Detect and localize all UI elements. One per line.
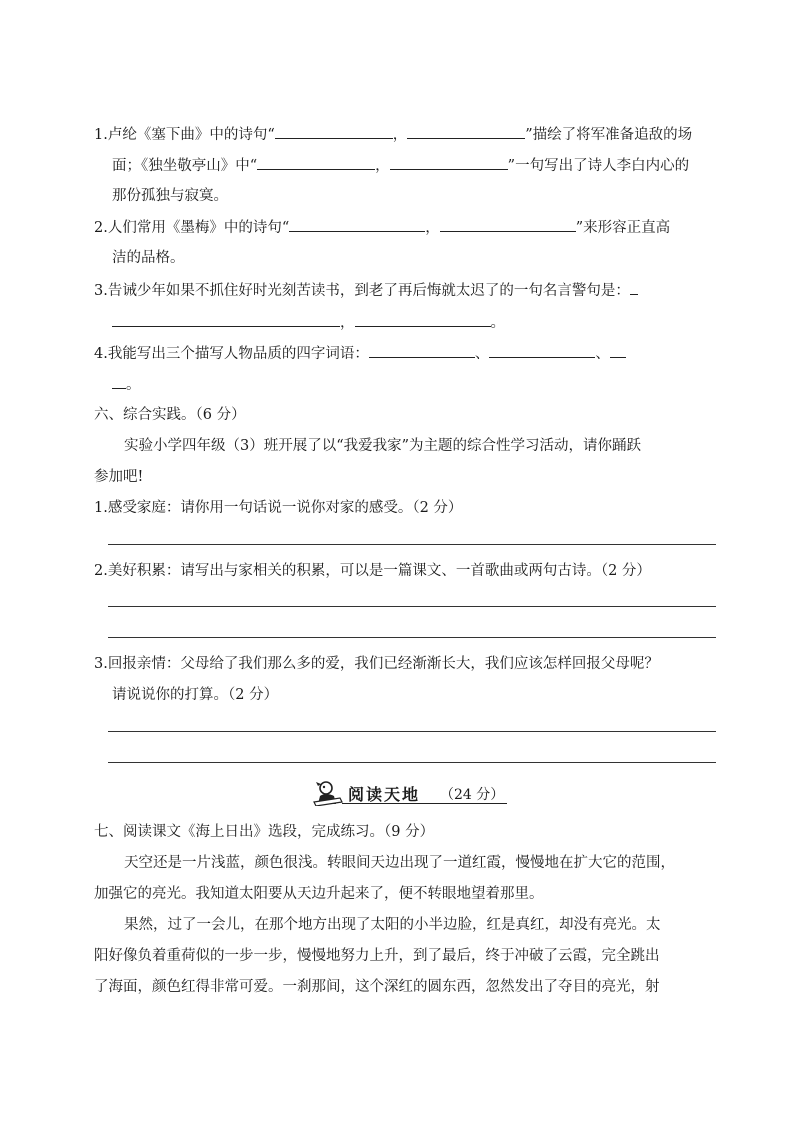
answer-blank[interactable] (289, 217, 425, 232)
q6-item2: 2.美好积累：请写出与家相关的积累，可以是一篇课文、一首歌曲或两句古诗。（2 分） (94, 563, 651, 579)
q5-item1-text-b: ”描绘了将军准备追敌的场 (525, 127, 693, 143)
answer-blank[interactable] (369, 343, 475, 358)
separator: 、 (474, 346, 490, 362)
q7-para2-line3: 了海面，颜色红得非常可爱。一刹那间，这个深红的圆东西，忽然发出了夺目的亮光，射 (94, 979, 660, 995)
answer-blank[interactable] (275, 124, 393, 139)
comma: ， (425, 220, 440, 236)
q5-item4-line1 (94, 343, 626, 364)
q5-item2-text-b: ”来形容正直高 (575, 220, 671, 236)
reading-mascot-icon (312, 780, 344, 806)
answer-line[interactable] (108, 606, 716, 607)
q6-intro-line1: 实验小学四年级（3）班开展了以“我爱我家”为主题的综合性学习活动，请你踊跃 (124, 438, 642, 454)
q5-item4-text: 4.我能写出三个描写人物品质的四字词语： (94, 346, 369, 362)
q6-item3-line1: 3.回报亲情：父母给了我们那么多的爱，我们已经渐渐长大，我们应该怎样回报父母呢？ (94, 656, 659, 672)
reading-section-banner (312, 778, 505, 808)
q5-item4-line2 (112, 374, 141, 395)
answer-blank[interactable] (610, 343, 626, 358)
q5-item1-line2 (112, 155, 689, 176)
answer-blank[interactable] (355, 312, 491, 327)
banner-title: 阅读天地 (348, 785, 421, 804)
q6-heading: 六、综合实践。（6 分） (94, 407, 246, 423)
answer-line[interactable] (108, 762, 716, 763)
q5-item3-text: 3.告诫少年如果不抓住好时光刻苦读书，到老了再后悔就太迟了的一句名言警句是： (94, 283, 630, 299)
answer-line[interactable] (108, 544, 716, 545)
comma: ， (375, 158, 390, 174)
answer-blank[interactable] (440, 217, 576, 232)
q5-item3-line1 (94, 280, 638, 301)
q6-item1: 1.感受家庭：请你用一句话说一说你对家的感受。（2 分） (94, 500, 463, 516)
q5-item2-text-a: 2.人们常用《墨梅》中的诗句“ (94, 220, 290, 236)
answer-blank[interactable] (390, 155, 508, 170)
banner-underline (342, 803, 507, 804)
answer-blank[interactable] (407, 124, 525, 139)
q5-item1-line3: 那份孤独与寂寞。 (112, 188, 228, 204)
answer-line[interactable] (108, 731, 716, 732)
period: 。 (126, 377, 141, 393)
q5-item1-text-c: 面；《独坐敬亭山》中“ (112, 158, 258, 174)
answer-blank[interactable] (257, 155, 375, 170)
comma: ， (392, 127, 408, 143)
q5-item1-line1 (94, 124, 692, 145)
q6-intro-line2: 参加吧! (94, 469, 144, 485)
q7-para2-line1: 果然，过了一会儿，在那个地方出现了太阳的小半边脸，红是真红，却没有亮光。太 (124, 917, 661, 933)
q7-para1-line2: 加强它的亮光。我知道太阳要从天边升起来了，便不转眼地望着那里。 (94, 886, 544, 902)
q7-para1-line1: 天空还是一片浅蓝，颜色很浅。转眼间天边出现了一道红霞，慢慢地在扩大它的范围， (124, 855, 675, 871)
q7-heading: 七、阅读课文《海上日出》选段，完成练习。（9 分） (94, 824, 435, 840)
q5-item1-text-a: 1.卢纶《塞下曲》中的诗句“ (94, 127, 275, 143)
answer-blank[interactable] (489, 343, 595, 358)
answer-line[interactable] (108, 637, 716, 638)
q5-item2-line1 (94, 217, 670, 238)
answer-blank[interactable] (630, 280, 638, 295)
period: 。 (490, 315, 505, 331)
separator: 、 (595, 346, 610, 362)
answer-blank[interactable] (112, 374, 126, 389)
banner-score: （24 分） (440, 787, 505, 803)
q5-item1-text-d: ”一句写出了诗人李白内心的 (507, 158, 690, 174)
q7-para2-line2: 阳好像负着重荷似的一步一步，慢慢地努力上升，到了最后，终于冲破了云霞，完全跳出 (94, 948, 660, 964)
q5-item3-line2 (112, 312, 505, 333)
comma: ， (340, 315, 355, 331)
answer-blank[interactable] (112, 312, 340, 327)
q6-item3-line2: 请说说你的打算。（2 分） (112, 687, 279, 703)
q5-item2-line2: 洁的品格。 (112, 250, 185, 266)
